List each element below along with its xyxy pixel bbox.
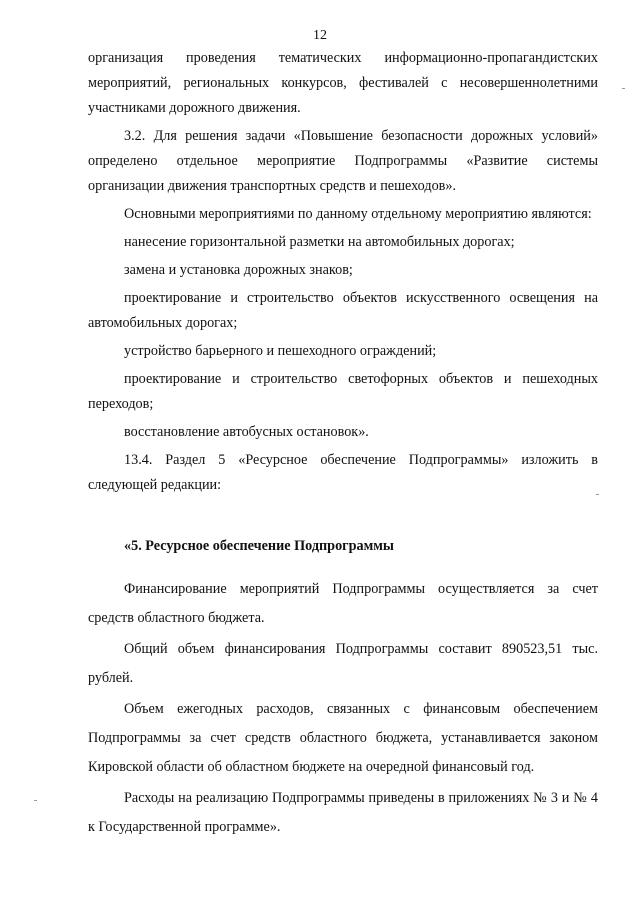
- section-resources: [88, 532, 598, 842]
- document-body: [88, 46, 598, 842]
- list-item-traffic-lights: проектирование и строительство светофорных объектов и пешеходных переходов;: [88, 371, 598, 412]
- section-paragraph-total-volume: Общий объем финансирования Подпрограммы составит 890523,51 тыс. рублей.: [88, 641, 598, 686]
- paragraph-task-3-2: 3.2. Для решения задачи «Повышение безопасности дорожных условий» определено отдельное мероприятие Подпрограммы «Развитие системы организации движения транспортных средств и пешеходов».: [88, 128, 598, 194]
- section-paragraph-appendices: Расходы на реализацию Подпрограммы приведены в приложениях № 3 и № 4 к Государственной программе».: [88, 790, 598, 835]
- paragraph-main-activities-intro: Основными мероприятиями по данному отдельному мероприятию являются:: [124, 206, 592, 222]
- section-paragraph-annual-expenses: Объем ежегодных расходов, связанных с финансовым обеспечением Подпрограммы за счет средств областного бюджета, устанавливается законом Кировской области об областном бюджете на очередной финансовый год.: [88, 701, 598, 775]
- list-item-lighting: проектирование и строительство объектов искусственного освещения на автомобильных дорогах;: [88, 290, 598, 331]
- paragraph-13-4: 13.4. Раздел 5 «Ресурсное обеспечение Подпрограммы» изложить в следующей редакции:: [88, 452, 598, 493]
- page-number: 12: [313, 28, 327, 43]
- section-heading: «5. Ресурсное обеспечение Подпрограммы: [124, 538, 394, 554]
- list-item-road-signs: замена и установка дорожных знаков;: [124, 262, 353, 278]
- section-paragraph-financing: Финансирование мероприятий Подпрограммы осуществляется за счет средств областного бюджета.: [88, 581, 598, 626]
- scan-speck: [34, 800, 37, 801]
- scan-speck: [622, 88, 625, 89]
- list-item-bus-stops: восстановление автобусных остановок».: [124, 424, 369, 440]
- list-item-road-marking: нанесение горизонтальной разметки на автомобильных дорогах;: [124, 234, 515, 250]
- scan-speck: [596, 494, 599, 495]
- list-item-barriers: устройство барьерного и пешеходного ограждений;: [124, 343, 437, 359]
- paragraph-activities-continuation: организация проведения тематических информационно-пропагандистских мероприятий, региональных конкурсов, фестивалей с несовершеннолетними участниками дорожного движения.: [88, 50, 598, 116]
